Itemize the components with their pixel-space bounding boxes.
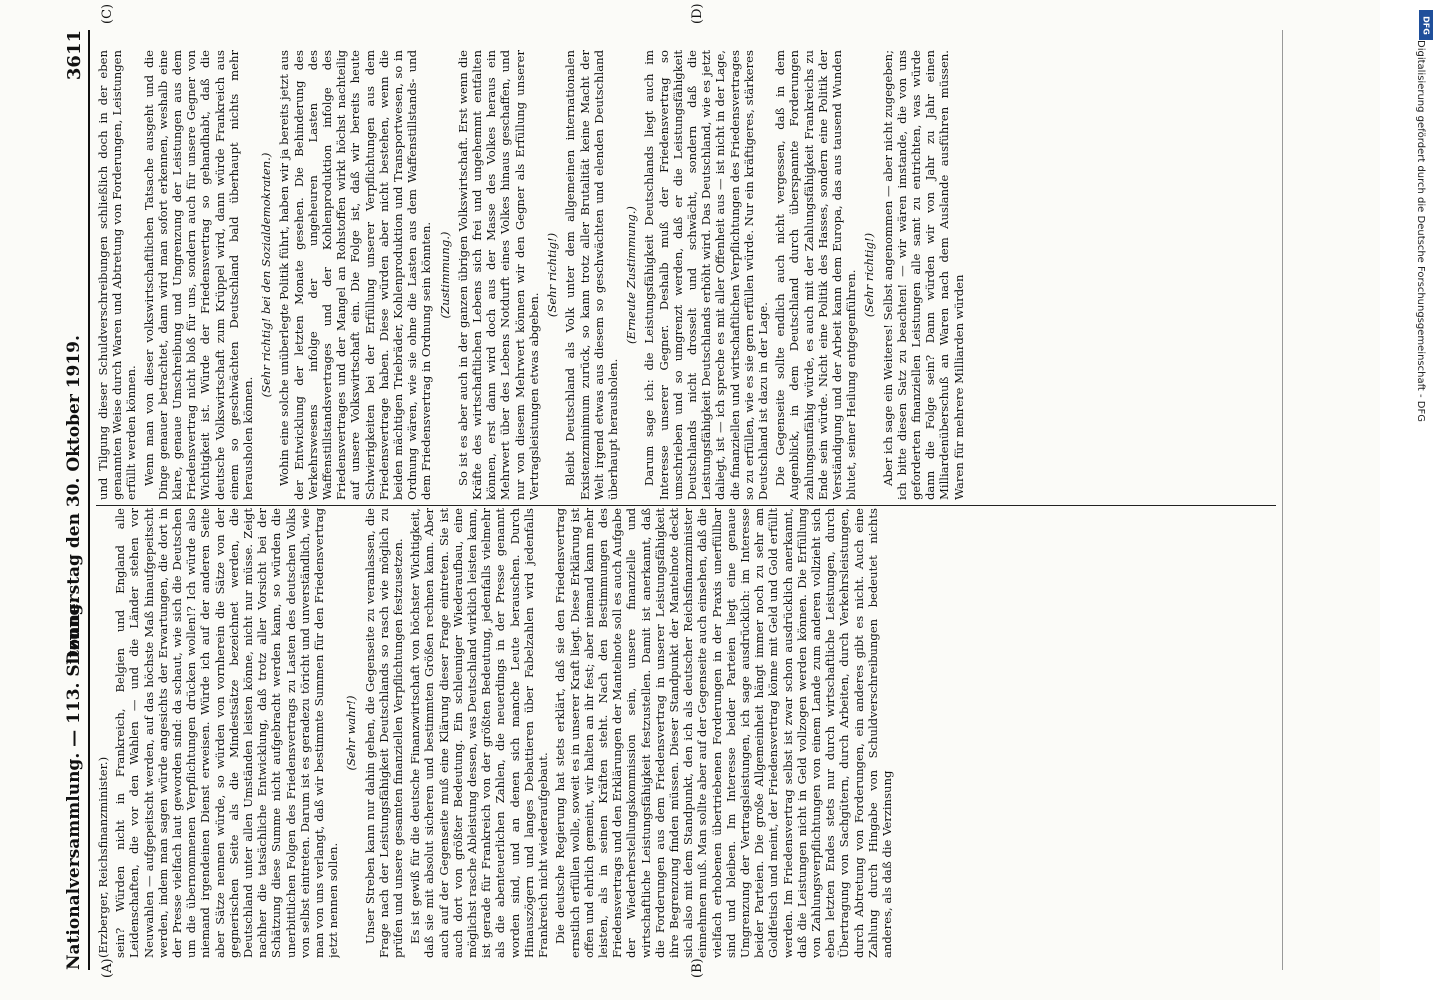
interjection: (Sehr richtig!) [545, 232, 560, 318]
margin-marker-d: (D) [690, 3, 705, 24]
header-date: Donnerstag den 30. Oktober 1919. [64, 335, 84, 665]
speaker-line: (Erzberger, Reichsfinanzminister.) [96, 756, 110, 958]
right-column [96, 50, 1276, 500]
left-column [96, 508, 1276, 958]
page-number: 3611 [64, 30, 85, 81]
paragraph: Wohin eine solche unüberlegte Politik führt, haben wir ja bereits jetzt aus der Entwicklung der letzten Monate gesehen. Die Behinderung des Verkehrswesens infolge der ungeheuren Lasten des Waffenstillstandsvertrages und der Kohlenproduktion infolge des Friedensvertrages und der Mangel an Rohstoffen wirkt höchst nachteilig auf unsere Volkswirtschaft ein. Die Folge ist, daß wir bereits heute Schwierigkeiten bei der Erfüllung unserer Verpflichtungen aus dem Friedensvertrage haben. Diese würden aber nicht bestehen, wenn die beiden mächtigen Triebräder, Kohlenproduktion und Transportwesen, so in Ordnung wären, wie sie ohne die Lasten aus dem Waffenstillstands- und dem Friedensvertrag in Ordnung sein könnten. [277, 50, 434, 500]
margin-marker-c: (C) [100, 3, 115, 24]
interjection: (Sehr wahr!) [344, 695, 359, 771]
dfg-logo-badge [1419, 10, 1433, 40]
paragraph: Die deutsche Regierung hat stets erklärt, daß sie den Friedensvertrag ernstlich erfüllen wolle, soweit es in unserer Kraft liegt. Diese Erklärung ist offen und ehrlich gemeint, wir halten an ihr fest; aber niemand kann mehr leisten, als in seinen Kräften steht. Nach den Bestimmungen des Friedensvertrags und den Erklärungen der Mantelnote soll es auch Aufgabe der Wiederherstellungskommission sein, unsere finanzielle und wirtschaftliche Leistungsfähigkeit festzustellen. Damit ist anerkannt, daß die Forderungen aus dem Friedensvertrag in unserer Leistungsfähigkeit ihre Begrenzung finden müssen. Dieser Standpunkt der Mantelnote deckt sich also mit dem Standpunkt, den ich als deutscher Reichsfinanzminister einnehmen muß. Man sollte aber auf der Gegenseite auch einsehen, daß die vielfach erhobenen übertriebenen Forderungen in der Praxis unerfüllbar sind und bleiben. Im Interesse beider Parteien liegt eine genaue Umgrenzung der Vertragsleistungen, ich sage ausdrücklich: im Interesse beider Parteien. Die große Allgemeinheit hängt immer noch zu sehr am Goldfetisch und meint, der Friedensvertrag könne mit Geld und Gold erfüllt werden. Im Friedensvertrag selbst ist zwar schon ausdrücklich anerkannt, daß die Leistungen nicht in Geld vollzogen werden können. Die Erfüllung von Zahlungsverpflichtungen von einem Lande zum anderen vollzieht sich eben letzten Endes stets nur durch wirtschaftliche Leistungen, durch Übertragung von Sachgütern, durch Arbeiten, durch Verkehrsleistungen, durch Abtretung von Forderungen, ein anderes gibt es nicht. Auch eine Zahlung durch Hingabe von Schuldverschreibungen bedeutet nichts anderes, als daß die Verzinsung [553, 508, 894, 958]
paragraph: Bleibt Deutschland als Volk unter dem allgemeinen internationalen Existenzminimum zurück, so kann trotz aller Brutalität keine Macht der Welt irgend etwas aus diesem so geschwächten und elenden Deutschland überhaupt herausholen. [563, 50, 620, 500]
paragraph: Die Gegenseite sollte endlich auch nicht vergessen, daß in dem Augenblick, in dem Deutschland durch überspannte Forderungen zahlungsunfähig würde, es auch mit der Zahlungsfähigkeit Frankreichs zu Ende sein würde. Nicht eine Politik des Hasses, sondern eine Politik der Verständigung und der Arbeit kann dem Europa, das aus tausend Wunden blutet, seiner Heilung entgegenführen. [773, 50, 859, 500]
column-divider [96, 505, 1276, 506]
paragraph: So ist es aber auch in der ganzen übrigen Volkswirtschaft. Erst wenn die Kräfte des wirtschaftlichen Lebens sich frei und ungehemmt entfalten können, erst dann wird doch aus der Masse des Volkes heraus ein Mehrwert über des Lebens Notdurft eines Volkes hinaus geschaffen, und nur von diesem Mehrwert können wir den Gegner als Erfüllung unserer Vertragsleistungen etwas abgeben. [455, 50, 541, 500]
header-left: Nationalversammlung. — 113. Sitzung. [64, 597, 84, 970]
paragraph: Wenn man von dieser volkswirtschaftlichen Tatsache ausgeht und die Dinge genauer betrachtet, dann wird man sofort erkennen, weshalb eine klare, genaue Umschreibung und Umgrenzung der Leistungen aus dem Friedensvertrag nicht bloß für uns, sondern auch für unsere Gegner von Wichtigkeit ist. Würde der Friedensvertrag so gehandhabt, daß die deutsche Volkswirtschaft zum Krüppel wird, dann würde Frankreich aus einem so geschwächten Deutschland bald überhaupt nichts mehr herausholen können. [141, 50, 256, 500]
paragraph: Darum sage ich: die Leistungsfähigkeit Deutschlands liegt auch im Interesse unserer Gegner. Deshalb muß der Friedensvertrag so umschrieben und so umgrenzt werden, daß er die Leistungsfähigkeit Deutschlands nicht drosselt und schwächt, sondern daß die Leistungsfähigkeit Deutschlands erhöht wird. Das Deutschland, wie es jetzt daliegt, ist — ich spreche es mit aller Offenheit aus — ist nicht in der Lage, die finanziellen und wirtschaftlichen Verpflichtungen des Friedensvertrages so zu erfüllen, wie es sie gern erfüllen würde. Nur ein kräftigeres, stärkeres Deutschland ist dazu in der Lage. [642, 50, 770, 500]
interjection: (Zustimmung.) [437, 231, 452, 319]
digitization-note: Digitalisierung gefördert durch die Deutsche Forschungsgemeinschaft - DFG [1415, 40, 1426, 423]
interjection: (Sehr richtig!) [862, 232, 877, 318]
page-header [62, 30, 90, 970]
paragraph: Unser Streben kann nur dahin gehen, die Gegenseite zu veranlassen, die Frage nach der Leistungsfähigkeit Deutschlands so rasch wie möglich zu prüfen und unsere gesamten finanziellen Verpflichtungen festzusetzen. [362, 508, 406, 958]
margin-marker-b: (B) [690, 958, 705, 978]
digitization-sidebar [1415, 10, 1434, 990]
paragraph: sein? Würden nicht in Frankreich, Belgien und England alle Leidenschaften, die vor den Wahlen — und die Länder stehen vor Neuwahlen — aufgepeitscht werden, auf das höchste Maß hinaufgepeitscht werden, indem man sagen würde angesichts der Erwartungen, die dort in der Presse vielfach laut geworden sind: da schaut, wie sich die Deutschen um die übernommenen Verpflichtungen drücken wollen!? Ich würde also niemand irgendeinen Dienst erweisen. Würde ich auf der anderen Seite aber Sätze nennen würde, so würden von vornherein die Sätze von der gegnerischen Seite als die Mindestsätze bezeichnet werden, die Deutschland unter allen Umständen leisten könne, nicht nur müsse. Zeigt nachher die tatsächliche Entwicklung, daß trotz aller Vorsicht bei der Schätzung diese Summe nicht aufgebracht werden kann, so würden die unerbittlichen Folgen des Friedensvertrags zu Lasten des deutschen Volks von selbst eintreten. Darum ist es geradezu töricht und unverständlich, wie man von uns verlangt, daß wir bestimmte Summen für den Friedensvertrag jetzt nennen sollen. [113, 508, 341, 958]
dfg-badge-label: DFG [1421, 16, 1431, 35]
page-bottom-rule [1282, 30, 1283, 970]
margin-marker-a: (A) [100, 958, 115, 978]
interjection: (Erneute Zustimmung.) [624, 206, 639, 344]
paragraph: Es ist gewiß für die deutsche Finanzwirtschaft von höchster Wichtigkeit, daß sie mit absolut sicheren und bestimmten Größen rechnen kann. Aber auch auf der Gegenseite muß eine Klärung dieser Frage eintreten. Sie ist auch dort von größter Bedeutung. Ein schleuniger Wiederaufbau, eine möglichst rasche Ableistung dessen, was Deutschland wirklich leisten kann, ist gerade für Frankreich von der größten Bedeutung, jedenfalls vielmehr als die abenteuerlichen Zahlen, die neuerdings in der Presse genannt worden sind, und an denen sich manche Leute berauschen. Durch Hinauszögern und langes Debattieren über Fabelzahlen wird jedenfalls Frankreich nicht wiederaufgebaut. [408, 508, 551, 958]
interjection: (Sehr richtig! bei den Sozialdemokraten.) [259, 152, 274, 398]
paragraph: und Tilgung dieser Schuldverschreibungen schließlich doch in der eben genannten Weise durch Waren und Abtretung von Forderungen, Leistungen erfüllt werden können. [96, 50, 139, 500]
paragraph: Aber ich sage ein Weiteres! Selbst angenommen — aber nicht zugegeben; ich bitte diesen Satz zu beachten! — wir wären imstande, die von uns geforderten finanziellen Leistungen alle samt zu entrichten, was würde dann die Folge sein? Dann würden wir von Jahr zu Jahr einen Milliardenüberschuß an Waren nach dem Auslande ausführen müssen. Waren für mehrere Milliarden würden [880, 50, 966, 500]
